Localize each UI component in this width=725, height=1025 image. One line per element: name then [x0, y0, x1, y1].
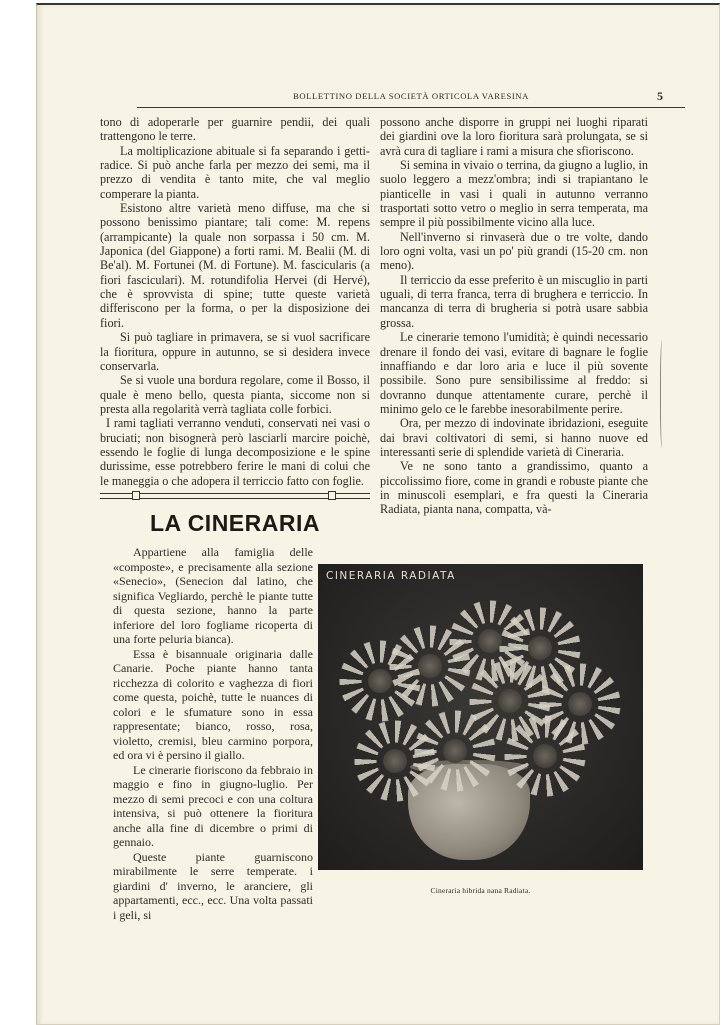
paragraph: Il terriccio da esse preferito è un miscuglio in parti uguali, di terra franca, terra di brughera e terriccio. In mancanza di terra di brugheria si potrà usare sabbia grossa. — [380, 272, 648, 330]
left-column-bottom-text — [113, 545, 313, 922]
photo-label: CINERARIA RADIATA — [326, 570, 456, 582]
paragraph: possono anche disporre in gruppi nei luoghi riparati dei giardini ove la loro fioritura sarà prolungata, se si avrà cura di tagliare i rami a misura che sfioriscono. — [380, 115, 648, 158]
figure-caption: Cineraria hibrida nana Radiata. — [430, 886, 531, 895]
divider-ornament — [132, 491, 140, 500]
right-column-text — [380, 115, 648, 517]
flower-image — [373, 739, 417, 783]
cineraria-photograph — [318, 564, 643, 870]
paragraph: La moltiplicazione abituale si fa separando i getti-radice. Si può anche farla per mezzo dei semi, ma il prezzo di vendita è tanto mite, che val meglio comperare la pianta. — [100, 143, 370, 201]
decorative-section-divider — [100, 492, 370, 502]
running-header — [137, 89, 685, 108]
paragraph: Ora, per mezzo di indovinate ibridazioni, eseguite dai bravi coltivatori di semi, si hanno nuove ed interessanti serie di splendide varietà di Cineraria. — [380, 416, 648, 459]
journal-title: BOLLETTINO DELLA SOCIETÀ ORTICOLA VARESINA — [293, 91, 529, 101]
paragraph: Nell'inverno si rinvaserà due o tre volte, dando loro ogni volta, vasi un po' più grandi (15-20 cm. non meno). — [380, 229, 648, 273]
flower-image — [523, 734, 567, 778]
paragraph: Ve ne sono tanto a grandissimo, quanto a piccolissimo fiore, come in grandi e robuste piante che in minuscoli esemplari, e fra questi la Cineraria Radiata, pianta nana, compatta, và- — [380, 459, 648, 517]
article-title: LA CINERARIA — [150, 510, 320, 536]
paragraph: Si semina in vivaio o terrina, da giugno a luglio, in suolo leggero a mezz'ombra; indi si trapiantano le pianticelle in vasi i quali in autunno verranno trasportati sotto vetro o meglio in serra temperata, ma sempre il più possibilmente vicino alla luce. — [380, 158, 648, 230]
flower-image — [488, 679, 532, 723]
paragraph: Appartiene alla famiglia delle «composte», e precisamente alla sezione «Senecio», (Senecion dal latino, che significa Vegliardo, perchè le piante tutte di questa sezione, hanno la parte inferiore del loro fogliame ricoperta di una forte peluria bianca). — [113, 545, 313, 646]
flower-image — [433, 729, 477, 773]
flower-image — [408, 644, 452, 688]
paragraph: Le cinerarie fioriscono da febbraio in maggio e fino in giugno-luglio. Per mezzo di semi precoci e con una coltura intensiva, si può ottenere la fioritura anche alla fine di dicembre o primi di gennaio. — [113, 762, 313, 849]
paragraph: Queste piante guarniscono mirabilmente le serre temperate. i giardini d' inverno, le aranciere, gli appartamenti, ecc., ecc. Una volta passati i geli, si — [113, 849, 313, 922]
pencil-margin-mark — [660, 340, 665, 448]
paragraph: Esistono altre varietà meno diffuse, ma che si possono benissimo piantare; tali come: M. repens (arrampicante) la quale non sorpassa i 50 cm. M. Japonica (del Giappone) a forti rami. M. Bealii (M. di Be'al). M. Fortunei (M. di Fortune). M. fascicularis (a fiori fasciculari). M. rotundifolia Hervei (di Hervé), che è sprovvista di spine; tutte queste varietà differiscono per la forma, o per la disposizione dei fiori. — [100, 201, 370, 330]
paragraph: Se si vuole una bordura regolare, come il Bosso, il quale è meno bello, questa pianta, siccome non si presta alla regolarità verrà tagliata colle forbici. — [100, 373, 370, 416]
page-number: 5 — [657, 89, 663, 103]
left-column-top-text — [100, 115, 370, 488]
divider-ornament — [328, 491, 336, 500]
paragraph: Si può tagliare in primavera, se si vuol sacrificare la fioritura, oppure in autunno, se si desidera invece conservarla. — [100, 330, 370, 373]
paragraph: Essa è bisannuale originaria dalle Canarie. Poche piante hanno tanta ricchezza di colorito e vaghezza di fiori come questa, poichè, tutte le nuances di colori e le sfumature sono in essa rappresentate; bianco, rosso, rosa, violetto, cremisi, bleu carmino porpora, ed ora vi è persino il giallo. — [113, 646, 313, 762]
paragraph: I rami tagliati verranno venduti, conservati nei vasi o bruciati; non bisognerà però lasciarli marcire poichè, essendo le foglie di lunga decomposizione e le spine durissime, esse potrebbero ferire le mani di colui che le maneggia o che adopera il terriccio fatto con foglie. — [100, 416, 370, 488]
paragraph: Le cinerarie temono l'umidità; è quindi necessario drenare il fondo dei vasi, evitare di bagnare le foglie innaffiando e dar loro aria e luce il più sovente possibile. Sono pure sensibilissime al freddo: si dovranno dunque attentamente curare, perchè il minimo gelo ce le farebbe inesorabilmente perire. — [380, 330, 648, 416]
paragraph: tono di adoperarle per guarnire pendii, dei quali trattengono le terre. — [100, 115, 370, 144]
